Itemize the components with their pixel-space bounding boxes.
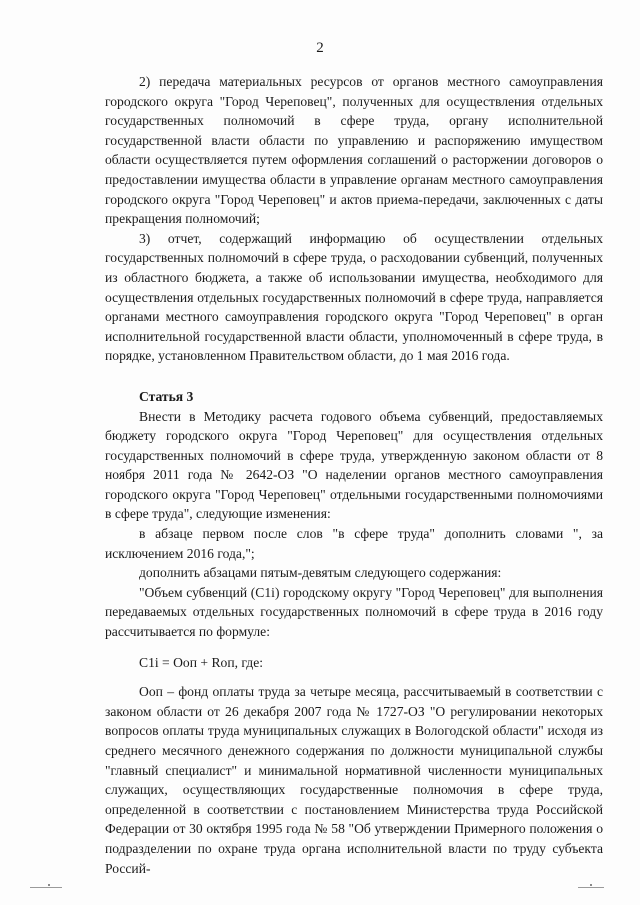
article-paragraph-amendment: Внести в Методику расчета годового объема субвенций, предоставляемых бюджету городского округа "Город Череповец" для осуществления отдельных государственных полномочий в сфере труда, утвержденную законом области от 8 ноября 2011 года № 2642-ОЗ "О наделении органов местного самоуправления городского округа "Город Череповец" отдельными государственными полномочиями в сфере труда", следующие изменения: [105, 408, 603, 522]
scan-artifact-left [30, 887, 62, 888]
paragraph-item-3: 3) отчет, содержащий информацию об осуществлении отдельных государственных полномочий в сфере труда, о расходовании субвенций, полученных из областного бюджета, а также об использовании имущества, необходимого для осуществления отдельных государственных полномочий в сфере труда, направляется органами местного самоуправления городского округа "Город Череповец" в орган исполнительной государственной власти области, уполномоченный в сфере труда, в порядке, установленном Правительством области, до 1 мая 2016 года. [105, 230, 603, 364]
definition-paragraph: Ооп – фонд оплаты труда за четыре месяца, рассчитываемый в соответствии с законом области от 26 декабря 2007 года № 1727-ОЗ "О регулировании некоторых вопросов оплаты труда муниципальных служащих в Вологодской области" исходя из среднего месячного денежного содержания по должности муниципальной службы "главный специалист" и минимальной нормативной численности муниципальных служащих, осуществляющих государственные полномочия в сфере труда, определенной в соответствии с постановлением Министерства труда Российской Федерации от 30 октября 1995 года № 58 "Об утверждении Примерного положения о подразделении по охране труда органа исполнительной власти по труду субъекта Россий- [105, 684, 603, 876]
article-paragraph-subvention: "Объем субвенций (С1i) городскому округу "Город Череповец" для выполнения передаваемых отдельных государственных полномочий в сфере труда в 2016 году рассчитывается по формуле: [105, 584, 603, 640]
scan-artifact-dot [48, 884, 50, 886]
article-paragraph-add-abzacs: дополнить абзацами пятым-девятым следующего содержания: [139, 565, 502, 581]
scan-artifact-dot [590, 884, 592, 886]
article-heading: Статья 3 [139, 388, 194, 404]
formula: С1i = Ооп + Rоп, где: [139, 654, 264, 670]
paragraph-item-2: 2) передача материальных ресурсов от органов местного самоуправления городского округа "Город Череповец", полученных для осуществления отдельных государственных полномочий в сфере труда, органу исполнительной государственной власти области по управлению и распоряжению имуществом области осуществляется путем оформления соглашений о расторжении договоров о предоставлении имущества области в управление органам местного самоуправления городского округа "Город Череповец" и актов приема-передачи, заключенных с даты прекращения полномочий; [105, 74, 603, 227]
page-number: 2 [316, 40, 324, 56]
scan-artifact-right [578, 887, 604, 888]
article-paragraph-first-abzac: в абзаце первом после слов "в сфере труда" дополнить словами ", за исключением 2016 года,"; [105, 526, 603, 561]
document-body [105, 72, 603, 878]
